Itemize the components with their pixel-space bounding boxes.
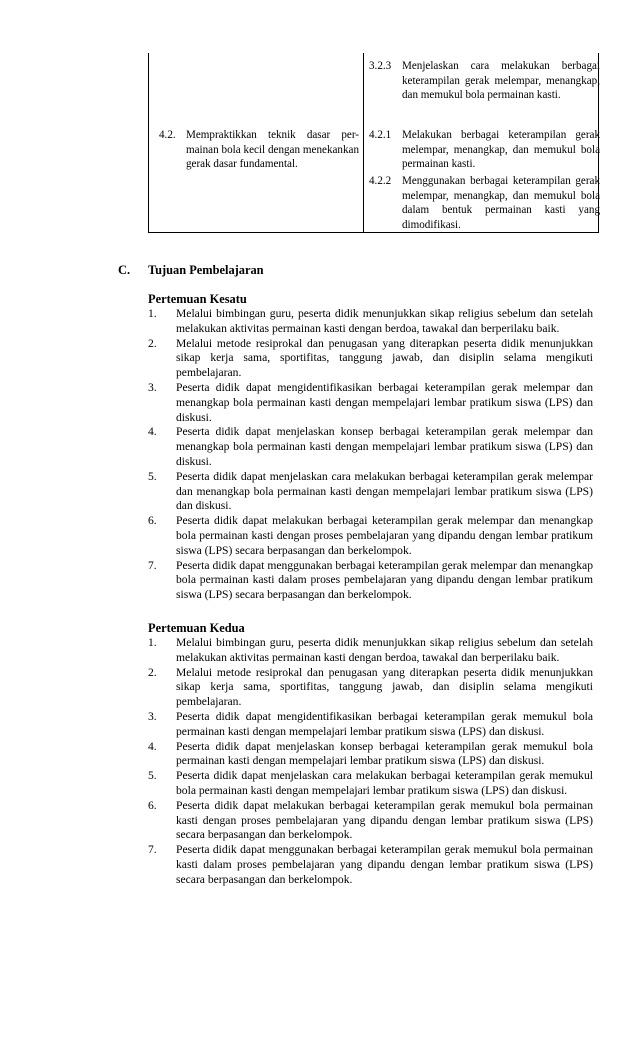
item-number: 3.2.3 — [369, 60, 392, 72]
item-number: 4.2.1 — [369, 129, 392, 141]
list-text: Melalui metode resiprokal dan penugasan yang diterapkan peserta didik menunjukkan sikap kerja sama, sportifitas, tanggung jawab, dan disiplin selama mengikuti pembelajaran. — [176, 336, 593, 380]
meeting-title: Pertemuan Kedua — [148, 621, 245, 635]
list-text: Peserta didik dapat menjelaskan konsep berbagai keterampilan gerak melempar dan menangkap bola permainan kasti dengan mempelajari lembar pratikum siswa (LPS) dan diskusi. — [176, 425, 593, 468]
list-item — [148, 636, 593, 666]
list-text: Peserta didik dapat mengidentifikasikan berbagai keterampilan gerak melempar dan menangkap bola permainan kasti dengan mempelajari lembar pratikum siswa (LPS) dan diskusi. — [176, 380, 593, 424]
list-text: Melalui metode resiprokal dan penugasan yang diterapkan peserta didik menunjukkan sikap kerja sama, sportifitas, tanggung jawab, dan disiplin selama mengikuti pembelajaran. — [176, 665, 593, 709]
list-number: 7. — [148, 843, 157, 857]
list-number: 2. — [148, 665, 157, 679]
list-text: Melalui bimbingan guru, peserta didik menunjukkan sikap religius sebelum dan setelah melakukan aktivitas permainan kasti dengan berdoa, tawakal dan berperilaku baik. — [176, 636, 593, 664]
meeting-block-1 — [148, 292, 593, 603]
item-text: Menjelaskan cara melakukan berbagai keterampilan gerak melempar, menangkap, dan memukul bola permainan kasti. — [402, 60, 600, 101]
list-number: 1. — [148, 307, 157, 320]
list-text: Peserta didik dapat menjelaskan konsep berbagai keterampilan gerak memukul bola permainan kasti dengan mempelajari lembar pratikum siswa (LPS) dan diskusi. — [176, 739, 593, 768]
list-text: Peserta didik dapat menjelaskan cara melakukan berbagai keterampilan gerak memukul bola permainan kasti dengan mempelajari lembar pratikum siswa (LPS) dan diskusi. — [176, 769, 593, 797]
list-number: 3. — [148, 380, 157, 394]
objective-list — [148, 636, 593, 888]
list-text: Peserta didik dapat mengidentifikasikan berbagai keterampilan gerak memukul bola permainan kasti dengan mempelajari lembar pratikum siswa (LPS) dan diskusi. — [176, 709, 593, 738]
list-item — [148, 514, 593, 558]
list-number: 7. — [148, 558, 157, 572]
item-text: Menggunakan berbagai keterampilan gerak melempar, menangkap, dan memukul bola dalam bentuk permainan kasti yang dimodifikasi. — [402, 175, 600, 231]
list-text: Peserta didik dapat menggunakan berbagai keterampilan gerak melempar dan menangkap bola permainan kasti dalam proses pembelajaran yang dipandu dengan lembar pratikum siswa (LPS) secara berpasangan dan berkelompok. — [176, 558, 593, 602]
item-text: Mempraktikkan teknik dasar per-mainan bola kecil dengan menekankan gerak dasar fundamental. — [186, 129, 359, 170]
list-item — [148, 337, 593, 381]
list-number: 5. — [148, 469, 157, 483]
list-text: Peserta didik dapat menjelaskan cara melakukan berbagai keterampilan gerak melempar dan menangkap bola permainan kasti dengan mempelajari lembar pratikum siswa (LPS) dan diskusi. — [176, 469, 593, 513]
list-text: Peserta didik dapat melakukan berbagai keterampilan gerak memukul bola permainan kasti dengan proses pembelajaran yang dipandu dengan lembar pratikum siswa (LPS) secara berpasangan dan berkelompok. — [176, 798, 593, 842]
list-item — [148, 740, 593, 770]
list-item — [148, 425, 593, 469]
indicator-item — [369, 128, 600, 172]
list-text: Peserta didik dapat melakukan berbagai keterampilan gerak melempar dan menangkap bola permainan kasti dengan proses pembelajaran yang dipandu dengan lembar pratikum siswa (LPS) secara berpasangan dan berkelompok. — [176, 514, 593, 557]
list-item — [148, 381, 593, 425]
section-letter: C. — [118, 263, 131, 277]
list-number: 6. — [148, 798, 157, 812]
list-number: 4. — [148, 739, 157, 753]
list-text: Peserta didik dapat menggunakan berbagai keterampilan gerak memukul bola permainan kasti dalam proses pembelajaran yang dipandu dengan lembar pratikum siswa (LPS) secara berpasangan dan berkelompok. — [176, 843, 593, 886]
list-number: 6. — [148, 514, 157, 528]
table-column-indicators — [364, 53, 598, 232]
indicator-item — [369, 174, 600, 232]
indicator-item — [369, 59, 600, 103]
list-item — [148, 559, 593, 603]
competency-table — [148, 53, 599, 233]
list-number: 1. — [148, 636, 157, 649]
list-item — [148, 710, 593, 740]
list-item — [148, 666, 593, 710]
table-column-basic-competency — [149, 53, 364, 232]
list-number: 5. — [148, 769, 157, 783]
list-number: 4. — [148, 425, 157, 439]
list-item — [148, 843, 593, 887]
item-number: 4.2.2 — [369, 175, 392, 187]
meeting-title: Pertemuan Kesatu — [148, 292, 247, 306]
basic-competency-item — [159, 128, 359, 172]
list-item — [148, 307, 593, 337]
item-text: Melakukan berbagai keterampilan gerak melempar, menangkap, dan memukul bola permainan kasti. — [402, 129, 600, 170]
meeting-block-2 — [148, 621, 593, 888]
objective-list — [148, 307, 593, 603]
section-title: Tujuan Pembelajaran — [148, 263, 264, 277]
list-number: 2. — [148, 336, 157, 350]
item-number: 4.2. — [159, 129, 176, 141]
list-number: 3. — [148, 709, 157, 723]
list-item — [148, 799, 593, 843]
list-text: Melalui bimbingan guru, peserta didik menunjukkan sikap religius sebelum dan setelah melakukan aktivitas permainan kasti dengan berdoa, tawakal dan berperilaku baik. — [176, 307, 593, 335]
list-item — [148, 470, 593, 514]
list-item — [148, 769, 593, 799]
